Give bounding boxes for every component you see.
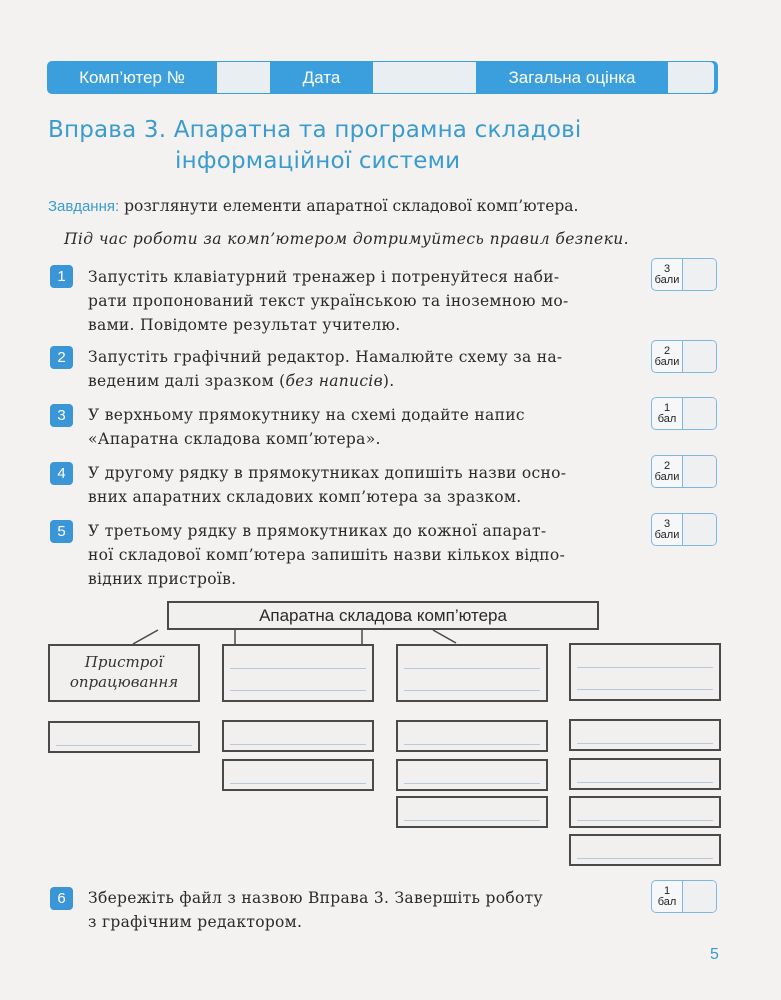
step-line: «Апаратна складова комп’ютера». xyxy=(88,430,381,448)
exercise-title-line1: Вправа 3. Апаратна та програмна складові xyxy=(48,117,582,143)
points-label: 3 бали xyxy=(652,514,683,545)
step-line: відних пристроїв. xyxy=(88,570,237,588)
category-box-2[interactable] xyxy=(222,644,374,702)
points-label: 2 бали xyxy=(652,456,683,487)
device-box[interactable] xyxy=(396,720,548,752)
points-label: 2 бали xyxy=(652,341,683,372)
device-box[interactable] xyxy=(48,721,200,753)
step-line: з графічним редактором. xyxy=(88,913,303,931)
exercise-title-line2: інформаційної системи xyxy=(175,148,461,174)
step-line: вами. Повідомте результат учителю. xyxy=(88,316,401,334)
step-line: У третьому рядку в прямокутниках до кожної апарат- xyxy=(88,522,547,540)
step-number-3: 3 xyxy=(50,404,73,427)
page-number: 5 xyxy=(710,946,719,963)
date-label: Дата xyxy=(302,67,341,87)
device-box[interactable] xyxy=(569,719,721,751)
category-box-3[interactable] xyxy=(396,644,548,702)
step-number-6: 6 xyxy=(50,887,73,910)
category-box-1[interactable] xyxy=(48,644,200,702)
device-box[interactable] xyxy=(569,758,721,790)
device-box[interactable] xyxy=(396,796,548,828)
total-score-label: Загальна оцінка xyxy=(508,67,636,87)
step-line: Збережіть файл з назвою Вправа 3. Завершіть роботу xyxy=(88,889,543,907)
step-line: У другому рядку в прямокутниках допишіть назви осно- xyxy=(88,464,567,482)
device-box[interactable] xyxy=(569,796,721,828)
points-label: 1 бал xyxy=(652,398,683,429)
step-line: ної складової комп’ютера запишіть назви кількох відпо- xyxy=(88,546,566,564)
category-box-4[interactable] xyxy=(569,643,721,701)
step-line: Запустіть графічний редактор. Намалюйте схему за на- xyxy=(88,348,563,366)
diagram-root-box[interactable]: Апаратна складова комп’ютера xyxy=(167,601,599,630)
device-box[interactable] xyxy=(396,759,548,791)
score-box-6 xyxy=(651,880,717,913)
step-line: веденим далі зразком (без написів). xyxy=(88,372,395,390)
device-box[interactable] xyxy=(222,720,374,752)
device-box[interactable] xyxy=(569,834,721,866)
step-line: вних апаратних складових комп’ютера за зразком. xyxy=(88,488,522,506)
step-line: У верхньому прямокутнику на схемі додайте напис xyxy=(88,406,525,424)
computer-number-label: Комп’ютер № xyxy=(79,67,185,87)
task-key-label: Завдання: xyxy=(48,198,120,215)
category-label-1: Пристрої опрацювання xyxy=(69,653,179,691)
step-line: Запустіть клавіатурний тренажер і потренуйтеся наби- xyxy=(88,268,560,286)
points-label: 3 бали xyxy=(652,259,683,290)
score-input-6[interactable] xyxy=(683,881,716,912)
device-box[interactable] xyxy=(222,759,374,791)
step-number-4: 4 xyxy=(50,462,73,485)
points-label: 1 бал xyxy=(652,881,683,912)
step-number-2: 2 xyxy=(50,346,73,369)
safety-note: Під час роботи за комп’ютером дотримуйтесь правил безпеки. xyxy=(64,230,629,248)
task-text: розглянути елементи апаратної складової комп’ютера. xyxy=(124,197,579,215)
step-text-6 xyxy=(88,886,640,934)
step-line: рати пропонований текст українською та іноземною мо- xyxy=(88,292,569,310)
step-number-5: 5 xyxy=(50,520,73,543)
step-number-1: 1 xyxy=(50,265,73,288)
